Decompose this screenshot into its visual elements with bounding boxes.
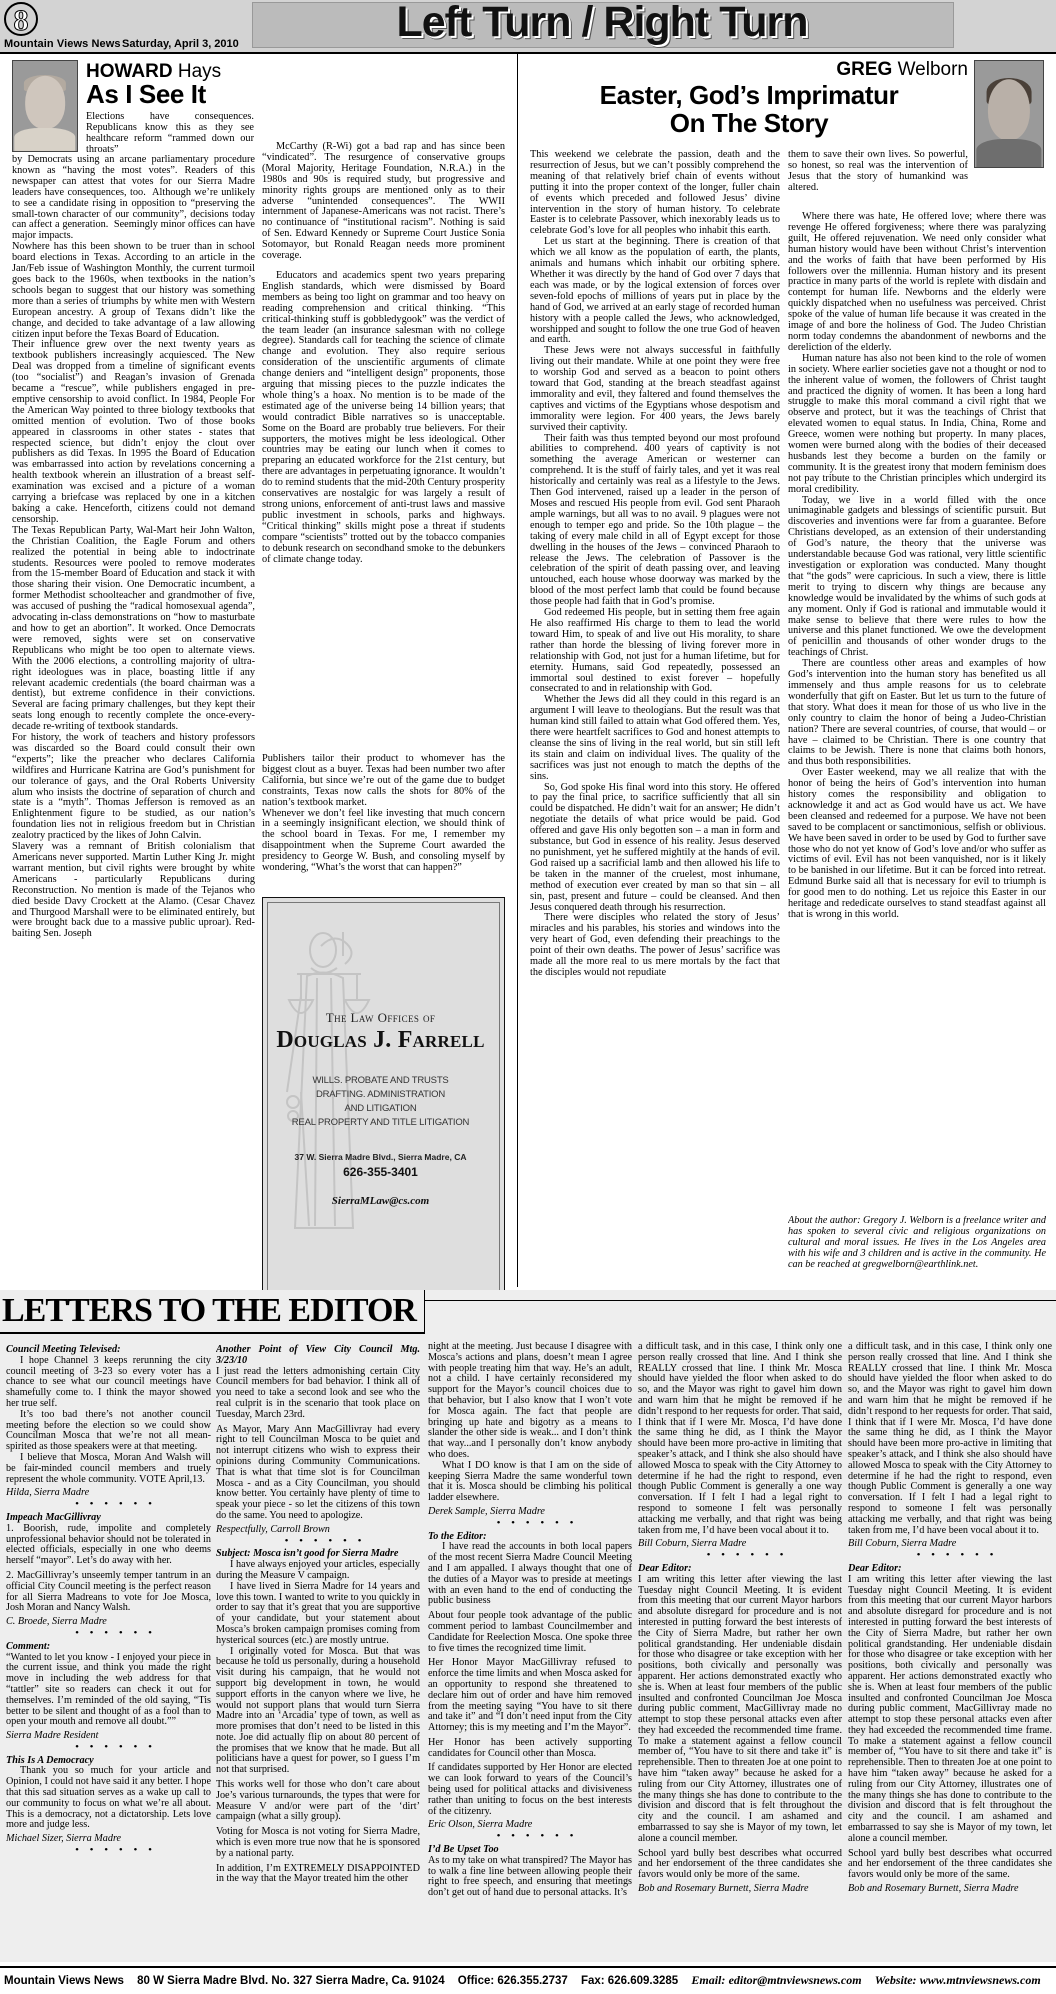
- letters-column-3: [428, 1342, 632, 1962]
- letter-paragraph: I hope Channel 3 keeps rerunning the city council meeting of 3-23 so every voter has a chance to see what our council meetings have shamefully come to. I think the mayor showed her true self.: [6, 1354, 211, 1409]
- letter-separator-dots: • • • • • •: [75, 1626, 156, 1639]
- letter-heading: This Is A Democracy: [6, 1754, 94, 1766]
- welborn-col2-body: [788, 212, 1046, 1202]
- paragraph: Publishers tailor their product to whomever has the biggest clout as a buyer. Texas had been number two after California, but since we’re out of the game due to budget constraints, Texas now calls the shots for 80% of the nation’s textbook market.: [262, 754, 505, 808]
- letter-paragraph: I have lived in Sierra Madre for 14 years and love this town. I wanted to write to you quickly in order to say that it’s great that you are supportive of your candidate, but your statement about Mosca’s broken campaign promises coming from hysterical sources (etc.) are mostly untrue.: [216, 1580, 420, 1646]
- advertisement-law-offices[interactable]: [262, 897, 505, 1297]
- letter-heading: Impeach MacGillivray: [6, 1511, 101, 1523]
- about-the-author: About the author: Gregory J. Welborn is a freelance writer and has spoken to several civic and religious organizations on cultural and moral issues. He lives in the Los Angeles area with his wife and 3 children and is active in the community. He can be reached at gregwelborn@earthlink.net.: [788, 1216, 1046, 1270]
- avatar-howard-hays: [12, 60, 78, 152]
- letter-heading: Dear Editor:: [848, 1562, 902, 1574]
- paragraph: Their faith was thus tempted beyond our most profound abilities to comprehend. 400 years of captivity is not something the average American or westerner can comprehend. It is the stuff of fairly tales, and yet it was real historically and certainly was real as a lifestyle to the Jews. Then God intervened, raised up a leader in the person of Moses and rescued His people from evil. God sent Pharaoh ample warnings, but all was to no avail. 9 plagues were not enough to temper ego and pride. So the 10th plague – the taking of every male child in all of Egypt except for those dwelling in the houses of the Jews – convinced Pharaoh to release the Jews. The celebration of Passover is the celebration of the spirit of death passing over, and leaving untouched, each house whose doorway was marked by the blood of the most perfect lamb that could be found because those people had faith that in God’s promise.: [530, 432, 780, 608]
- letter-separator-dots: • • • • • •: [75, 1740, 156, 1753]
- avatar-greg-welborn: [974, 60, 1044, 168]
- letter-signature: C. Broede, Sierra Madre: [6, 1616, 107, 1628]
- paragraph: them to save their own lives. So powerful, so honest, so real was the intervention of Jesus that the story of humankind was altered.: [788, 150, 968, 193]
- center-divider: [517, 54, 518, 1287]
- letter-signature: Derek Sample, Sierra Madre: [428, 1505, 545, 1517]
- letter-paragraph: School yard bully best describes what occurred and her endorsement of the three candidates she favors would only be more of the same.: [638, 1847, 842, 1881]
- ad-services: [263, 1074, 498, 1130]
- footer-paper-name: Mountain Views News: [4, 1975, 124, 1987]
- ad-service-item: WILLS. PROBATE AND TRUSTS: [312, 1075, 449, 1086]
- letter-paragraph: 1. Boorish, rude, impolite and completely unprofessional behavior should not be tolerated in elected officials, especially in one who deems herself “mayor”. Let’s do away with her.: [6, 1522, 211, 1567]
- letter-signature: Eric Olson, Sierra Madre: [428, 1819, 533, 1831]
- letters-column-2: [216, 1342, 420, 1962]
- letter-signature: Bob and Rosemary Burnett, Sierra Madre: [848, 1883, 1019, 1895]
- paragraph: Their influence grew over the next twenty years as textbook publishers increasingly acquiesced. The New Deal was dropped from a timeline of significant events (too “socialist”) and Reagan’s invasion of Grenada became a “rescue”, while publishers engaged in pre-emptive censorship to avoid conflict. In 1984, People For the American Way pointed to three biology textbooks that omitted mention of evolution. Two of those books appeared in classrooms in other states - states that respected science, but didn’t enjoy the clout over publishers as did Texas. In 1995 the Board of Education was embarrassed into action by revelations concerning a health textbook wherein an illustration of a breast self-examination was excised and a picture of a woman carrying a briefcase was replaced by one in a kitchen baking a cake. Henceforth, citizens could not demand censorship.: [12, 339, 255, 525]
- footer-website-label: Website:: [874, 1973, 917, 1987]
- letter-signature: Bob and Rosemary Burnett, Sierra Madre: [638, 1883, 809, 1895]
- paragraph: Slavery was a remnant of British colonialism that Americans never supported. Martin Luther King Jr. might warrant mention, but civil rights were brought by white Americans - particularly Republicans during Reconstruction. No mention is made of the Tejanos who died beside Davy Crockett at the Alamo. (Cesar Chavez and Thurgood Marshall were to be eliminated entirely, but were brought back due to a massive public uproar). Red-baiting Sen. Joseph: [12, 841, 255, 940]
- paragraph: This weekend we celebrate the passion, death and the resurrection of Jesus, but we can’t possibly comprehend the meaning of that relatively brief chain of events without putting it into the proper context of the longer, fuller chain of events which preceded and followed Jesus’ divine intervention in the story of human history. To celebrate Easter is to celebrate Passover, which inexorably leads us to celebrate God’s love for all peoples who inhabit this earth.: [530, 150, 780, 237]
- letter-paragraph: I just read the letters admonishing certain City Council members for bad behavior. I think all of you need to take a second look and see who the real culprit is in the scenario that took place on Tuesday, March 23rd.: [216, 1365, 420, 1420]
- letter-paragraph: a difficult task, and in this case, I think only one person really crossed that line. And I think she REALLY crossed that line. I think Mr. Mosca should have yielded the floor when asked to do so, and the Mayor was right to gavel him down and warn him that he might be removed if he didn’t respond to her requests for order. That said, I think that if I were Mr. Mosca, I’d have done the same thing he did, as I think the Mayor should have been more pro-active in limiting that speaker’s attack, and I think she also should have allowed Mosca to speak with the City Attorney to determine if he had the right to respond, even though Public Comment is generally a one way conversation. If I felt I had a legal right to respond to someone I felt was personally attacking me verbally, and that right was being taken from me, I’d have been vocal about it to.: [638, 1342, 842, 1536]
- byline-first-name: HOWARD: [86, 61, 173, 82]
- letter-signature: Michael Sizer, Sierra Madre: [6, 1833, 122, 1845]
- letter-paragraph: Voting for Mosca is not voting for Sierra Madre, which is even more true now that he is sponsored by a national party.: [216, 1826, 420, 1859]
- welborn-col2-intro: [788, 150, 968, 212]
- paragraph: For history, the work of teachers and history professors was discarded so the Board could consult their own “experts”; like the preacher who declares California wildfires and Hurricane Katrina are God’s punishment for our tolerance of gays, and the Oral Roberts University alum who insists the doctrine of separation of church and state is a “myth”. Thomas Jefferson is removed as an Enlightenment figure to be studied, as our nation’s foundation lies not in religious freedom but in Christian zealotry practiced by the likes of John Calvin.: [12, 732, 255, 842]
- letter-paragraph: “Wanted to let you know - I enjoyed your piece in the current issue, and think you made the right move in including the web address for that “tattler” site so readers can check it out for themselves. I’m reminded of the old saying, “Tis better to be silent and thought of as a fool than to open your mouth and remove all doubt.””: [6, 1651, 211, 1728]
- column-title-line1: Easter, God’s Imprimatur: [599, 80, 899, 110]
- paragraph: Let us start at the beginning. There is creation of that which we all know as the population of earth, the plants, animals and humans which inhabit our orbiting sphere. Whether it was directly by the hand of God over 7 days that each was made, or by the logical extension of forces over seven-fold epochs of millions of years put in place by the hand of God, we arrived at an early stage of recorded human history with a people called the Jews, who acknowledged, worshipped and sought to follow the one true God of heaven and earth.: [530, 236, 780, 346]
- letter-separator-dots: • • • • • •: [496, 1516, 578, 1529]
- letter-paragraph: As to my take on what transpired? The Mayor has to walk a fine line between allowing people their right to free speech, and ensuring that meetings don’t get out of hand due to personal attacks. It’s: [428, 1854, 632, 1899]
- letter-paragraph: night at the meeting. Just because I disagree with Mosca’s actions and plans, doesn’t mean I agree with people treating him that way. He’s an adult, not a child. I have certainly reconsidered my support for the Mayor’s council choices due to that behavior, but I also know that I won’t vote for Mosca again. The fact that people are bringing up hate and bigotry as a means to slander the other side is weak... and I don’t think that way...and I personally don’t know anybody who does.: [428, 1342, 632, 1460]
- byline-greg-welborn: [530, 60, 968, 79]
- footer-office-phone: Office: 626.355.2737: [457, 1975, 568, 1987]
- letter-paragraph: Thank you so much for your article and Opinion, I could not have said it any better. I hope that this sad situation serves as a wake up call to our community to focus on what we’re all about. This is a democracy, not a dictatorship. Lets love more and judge less.: [6, 1765, 211, 1831]
- paragraph: Today, we live in a world filled with the once unimaginable gadgets and blessings of scientific pursuit. But discoveries and inventions were far from a guarantee. Before Christians developed, as an extension of their understanding of God’s nature, the theory that the universe was understandable because God was rational, very little scientific investigation or exploration was conducted. Many thought that “the gods” were capricious. In such a view, there is little merit to trying to discern why things are because any knowledge would be invalidated by the whims of such gods at any moment. Only if God is rational and immutable would it make sense to believe that there were rules to how the universe and this planet functioned. We owe the development of penicillin and thousands of other wonder drugs to the teachings of Christ.: [788, 494, 1046, 659]
- byline-last-name: Hays: [177, 61, 222, 82]
- masthead-date: Saturday, April 3, 2010: [122, 38, 239, 50]
- column-title-as-i-see-it: As I See It: [86, 79, 206, 109]
- ad-line1: The Law Offices of: [325, 1010, 436, 1025]
- paragraph: Whenever we don’t feel like investing that much concern in a seemingly insignificant election, we should think of the school board in Texas. For me, I remember my disappointment when the Supreme Court awarded the presidency to George W. Bush, and consoling myself by wondering, “What’s the worst that can happen?”: [262, 807, 505, 874]
- ad-address: 37 W. Sierra Madre Blvd., Sierra Madre, CA: [294, 1152, 467, 1162]
- letter-paragraph: About four people took advantage of the public comment period to lambast Councilmember and Candidate for Reelection Mosca. One spoke three to five times the recognized time limit.: [428, 1610, 632, 1654]
- letter-heading: To the Editor:: [428, 1530, 487, 1542]
- letter-signature: Bill Coburn, Sierra Madre: [848, 1538, 957, 1550]
- letters-rule-upper: [424, 1300, 1056, 1301]
- letter-paragraph: Her Honor has been actively supporting candidates for Council other than Mosca.: [428, 1736, 632, 1759]
- letter-paragraph: If candidates supported by Her Honor are elected we can look forward to years of the Council’s being used for political attacks and divisiveness rather than uniting to focus on the best interests of the citizenry.: [428, 1762, 632, 1817]
- letters-column-4-overflow: [638, 1342, 842, 1962]
- paragraph: Educators and academics spent two years preparing English standards, which were dismissed by Board members as being too light on grammar and too heavy on reading comprehension and critical thinking. “This critical-thinking stuff is gobbledygook” was the verdict of the team leader (an insurance salesman with no college degree). Standards call for teaching the science of climate change and evolution. They also require serious consideration of the unscientific arguments of climate change deniers and “intelligent design” proponents, those arguing that missing pieces to the puzzle indicates the whole thing’s a hoax. No mention is to be made of the estimated age of the universe being 14 billion years; that would contradict Bible narratives so is unacceptable. Some on the Board are probably true believers. For their supporters, the motives might be less ideological. Other countries may be eating our lunch when it comes to preparing an educated workforce for the 21st century, but there are advantages in perpetuating ignorance. It wouldn’t do to remind students that the mid-20th Century prosperity conservatives are nostalgic for was largely a result of strong unions, enforcement of anti-trust laws and massive public investment in schools, parks and highways. “Critical thinking” skills might pose a threat if students compare “scientists” trotted out by the tobacco companies to debunk research on secondhand smoke to the debunkers of climate change today.: [262, 269, 505, 565]
- letter-signature: Respectfully, Carroll Brown: [216, 1523, 330, 1535]
- hays-col1-body: by Democrats using an arcane parliamentary procedure known as “having the most votes”. Readers of this newspaper can attest that votes for our Sierra Madre leaders have consequences, too. Although we’re unlikely to see a candidate rising in opposition to “preserving the small-town character of our community”, decisions today can affect a generation. Seemingly minor offices can have major impacts. Nowhere has this been shown to be truer than in school board elections in Texas. According to an article in the Jan/Feb issue of Washington Monthly, the current turmoil goes back to the 1960s, when textbooks in the nation’s schools began to suggest that our history was something more than a series of triumphs by white men with Western European ancestry. A group of Texans didn’t like the change, and decided to take advantage of a law allowing citizen input before the Texas Board of Education. Their influence grew over the next twenty years as textbook publishers increasingly acquiesced. The New Deal was dropped from a timeline of significant events (too “socialist”) and Reagan’s invasion of Grenada became a “rescue”, while publishers engaged in pre-emptive censorship to avoid conflict. In 1984, People For the American Way pointed to three biology textbooks that omitted mention of evolution. Two of those books appeared in classrooms in other states - states that respected science, but didn’t enjoy the clout over publishers as did Texas. In 1995 the Board of Education was embarrassed into action by revelations concerning a health textbook wherein an illustration of a breast self-examination was excised and a picture of a woman carrying a briefcase was replaced by one in a kitchen baking a cake. Henceforth, citizens could not demand censorship. The Texas Republican Party, Wal-Mart heir John Walton, the Christian Coalition, the Eagle Forum and others realized the potential in being able to indoctrinate students. Resources were pooled to remove moderates from the 15-member Board of Education and stack it with those sharing their vision. One Democratic incumbent, a former Methodist schoolteacher and grandmother of five, was accused of pushing the “radical homosexual agenda”, advocating in-class demonstrations on “how to masturbate and how to get an abortion”. It worked. Once Democrats were removed, sights were set on conservative Republicans who might be too open to alternate views. With the 2006 elections, a controlling majority of ultra-right ideologues was in place, boasting little if any relevant academic credentials (the board chairman was a dentist), but extreme confidence in their convictions. Several are facing primary challenges, but they kept their seats long enough to recently complete the once-every-decade re-writing of textbook standards. For history, the work of teachers and history professors was discarded so the Board could consult their own “experts”; like the preacher who declares California wildfires and Hurricane Katrina are God’s punishment for our tolerance of gays, and the Oral Roberts University alum who insists the doctrine of separation of church and state is a “myth”. Thomas Jefferson is removed as an Enlightenment figure to be studied, as our nation’s foundation lies not in religious freedom but in Christian zealotry practiced by the likes of John Calvin. Slavery was a remnant of British colonialism that Americans never supported. Martin Luther King Jr. might warrant mention, but civil rights were brought by white Americans - particularly Republicans during Reconstruction. No mention is made of the Tejanos who died beside Davy Crockett at the Alamo. (Cesar Chavez and Thurgood Marshall were to be eliminated entirely, but were brought back due to a massive public uproar). Red-baiting Sen. Joseph: [12, 155, 255, 940]
- opinion-section: [0, 54, 1056, 1287]
- letter-paragraph: I have read the accounts in both local papers of the most recent Sierra Madre Council Meeting and I am appalled. I always thought that one of the duties of a Mayor was to preside at meetings with an even hand to the end of conducting the public business: [428, 1541, 632, 1607]
- letter-paragraph: It’s too bad there’s not another council meeting before the election so we could show Councilman Mosca that we’re not all mean-spirited as those speakers were at that meeting.: [6, 1408, 211, 1453]
- letter-separator-dots: • • • • • •: [75, 1498, 156, 1511]
- paragraph: Where there was hate, He offered love; where there was revenge He offered forgiveness; where there was paralyzing guilt, He offered rejuvenation. We need only consider what human history would have been without Christ’s intervention and the works of faith that have been performed by His followers over the millennia. Human history and its present practice in many parts of the world is replete with disdain and contempt for human life. Newborns and the elderly were quickly dispatched when no usefulness was perceived. Christ spoke of the value of human life because it was created in the image of and bore the holiness of God. The Judeo Christian norm today condemns the abandonment of newborns and the dereliction of the elderly.: [788, 212, 1046, 353]
- letters-to-the-editor-section: [0, 1290, 1056, 1962]
- footer-website[interactable]: www.mtnviewsnews.com: [919, 1973, 1041, 1987]
- paragraph: Human nature has also not been kind to the role of women in society. Where earlier societies gave not a thought or nod to the inherent value of women, the followers of Christ taught and practiced the dignity of women. It has been a long hard struggle to make this moral command a civil right that we observe and protect, but it was the teachings of Christ that elevated women to equal status. In India, China, Rome and Greece, women were nothing but property. In many places, women were burned along with the bodies of their deceased husbands lest they become a burden on the family or community. It is the greatest irony that modern feminism does not pay tribute to the Christian principles which undergird its moral credibility.: [788, 352, 1046, 495]
- ad-firm-name: Douglas J. Farrell: [276, 1027, 485, 1053]
- masthead-paper-name: Mountain Views News: [4, 38, 121, 50]
- paragraph: So, God spoke His final word into this story. He offered to pay the final price, to sacrifice sufficiently that all sin could be dispatched. He didn’t wait for an answer; He didn’t negotiate the details of what price would be paid. God offered and gave His only begotten son – a man in form and substance, but God in essence of his reality. Jesus deserved no punishment, yet he suffered mightily at the hands of evil. God raised up a sacrificial lamb and then allowed his life to be taken in the manner of the cruelest, most inhumane, method of execution ever created by man so that sin – all sin, past, present and future – could be cleansed. And then Jesus conquered death through his resurrection.: [530, 781, 780, 913]
- paragraph: There are countless other areas and examples of how God’s intervention into the human story has benefited us all immensely and thus ample reasons for us to celebrate wonderfully that gift on Easter. But let us turn to the future of that story. What does it mean for those of us who live in the only country to claim the honor of being a Judeo-Christian nation? There are several countries, of course, that would – or have – claimed to be Christian. There is one country that claims to be Jewish. There is none that claims both honors, and thus both responsibilities.: [788, 658, 1046, 768]
- letter-paragraph: I am writing this letter after viewing the last Tuesday night Council Meeting. It is evident from this meeting that our current Mayor harbors and absolute disregard for procedure and is not interested in putting forward the best interests of the City of Sierra Madre, but rather her own political grandstanding. Her undeniable disdain for those who disagree or take exception with her positions, both civically and personally was apparent. Her actions demonstrated exactly who she is. When at least four members of the public insulted and confronted Councilman Joe Mosca during public comment, MacGillivray made no attempt to stop these personal attacks even after they had exceeded the recommended time frame. To make a statement against a fellow council member of, “You have to sit there and take it” is reprehensible. Then to threaten Joe at one point to have him “taken away” because he asked for a ruling from our City Attorney, illustrates one of the many things she has done to contribute to the division and discord that is felt throughout the city and the council. I am ashamed and embarrassed to say she is Mayor of my town, let alone a council member.: [848, 1573, 1052, 1844]
- letter-paragraph: In addition, I’m EXTREMELY DISAPPOINTED in the way that the Mayor treated him the other: [216, 1862, 420, 1885]
- ad-text-block: [263, 1010, 498, 1207]
- letter-heading: Dear Editor:: [638, 1562, 692, 1574]
- ad-email[interactable]: SierraMLaw@cs.com: [331, 1195, 430, 1207]
- letter-paragraph: What I DO know is that I am on the side of keeping Sierra Madre the same wonderful town that it is. Mosca should be climbing his political ladder elsewhere.: [428, 1459, 632, 1504]
- ad-service-item: AND LITIGATION: [344, 1103, 417, 1114]
- page-footer: [0, 1966, 1056, 1994]
- letter-separator-dots: • • • • • •: [75, 1844, 156, 1857]
- paragraph: God redeemed His people, but in setting them free again He also reaffirmed His charge to them to lead the world toward Him, to speak of and live out His morality, to share rather than horde the blessing of living forever more in relationship with God, not just for a human lifetime, but for eternity. Humans, said God repeatedly, possessed an immortal soul destined to exist forever – hopefully consecrated to and in relationship with God.: [530, 607, 780, 695]
- letter-signature: Sierra Madre Resident: [6, 1730, 99, 1742]
- paragraph: McCarthy (R-Wi) got a bad rap and has since been “vindicated”. The resurgence of conservative groups (Moral Majority, Heritage Foundation, N.R.A.) in the 1980s and 90s is required study, but progressive and minority rights groups are mentioned only as to their adverse “unintended consequences”. The WWII internment of Japanese-Americans was not racist. There’s no continuance of “institutional racism”. Nothing is said of Sen. Edward Kennedy or Supreme Court Justice Sonia Sotomayor, but Ronald Reagan needs more prominent coverage.: [262, 142, 505, 262]
- hays-col2-body: [262, 142, 505, 752]
- ad-service-item: REAL PROPERTY AND TITLE LITIGATION: [291, 1117, 470, 1128]
- paragraph: There were disciples who related the story of Jesus’ miracles and his parables, his stories and windows into the very heart of God, even defending their preachings to the point of their own deaths. The power of Jesus’ sacrifice was made all the more real to us mere mortals by the fact that the disciples would not repudiate: [530, 912, 780, 978]
- welborn-col1-body: [530, 150, 780, 1340]
- letter-heading: I’d Be Upset Too: [428, 1844, 499, 1856]
- letters-column-5: [848, 1342, 1052, 1962]
- letter-heading: Council Meeting Televised:: [6, 1344, 121, 1355]
- letter-paragraph: As Mayor, Mary Ann MacGillivray had every right to tell Councilman Mosca to be quiet and not interrupt citizens who wish to express their opinions during Community Communications. That is what that time slot is for Councilman Mosca - and as a City Councilman, you should know better. You certainly have plenty of time to speak your piece - so let the citizens of this town do the same. You need to apologize.: [216, 1423, 420, 1521]
- ad-service-item: DRAFTING. ADMINISTRATION: [315, 1089, 446, 1100]
- letter-paragraph: I am writing this letter after viewing the last Tuesday night Council Meeting. It is evident from this meeting that our current Mayor harbors and absolute disregard for procedure and is not interested in putting forward the best interests of the City of Sierra Madre, but rather her own political grandstanding. Her undeniable disdain for those who disagree or take exception with her positions, both civically and personally was apparent. Her actions demonstrated exactly who she is. When at least four members of the public insulted and confronted Councilman Joe Mosca during public comment, MacGillivray made no attempt to stop these personal attacks even after they had exceeded the recommended time frame. To make a statement against a fellow council member of, “You have to sit there and take it” is reprehensible. Then to threaten Joe at one point to have him “taken away” because he asked for a ruling from our City Attorney, illustrates one of the many things she has done to contribute to the division and discord that is felt throughout the city and the council. I am ashamed and embarrassed to say she is Mayor of my town, let alone a council member.: [638, 1573, 842, 1844]
- letter-paragraph: a difficult task, and in this case, I think only one person really crossed that line. And I think she REALLY crossed that line. I think Mr. Mosca should have yielded the floor when asked to do so, and the Mayor was right to gavel him down and warn him that he might be removed if he didn’t respond to her requests for order. That said, I think that if I were Mr. Mosca, I’d have done the same thing he did, as I think the Mayor should have been more pro-active in limiting that speaker’s attack, and I think she also should have allowed Mosca to speak with the City Attorney to determine if he had the right to respond, even though Public Comment is generally a one way conversation. If I felt I had a legal right to respond to someone I felt was personally attacking me verbally, and that right was being taken from me, I’d have been vocal about it to.: [848, 1342, 1052, 1536]
- byline-last-name: Welborn: [897, 59, 968, 80]
- letter-separator-dots: • • • • • •: [496, 1830, 578, 1843]
- footer-email[interactable]: editor@mtnviewsnews.com: [728, 1973, 862, 1987]
- paragraph: Over Easter weekend, may we all realize that with the honor of being the heirs of God’s intervention into human history comes the responsibility and obligation to acknowledge it and act as God would have us act. We have been cleansed and redeemed for a purpose. We have not been saved to be complacent or sanctimonious, selfish or oblivious. We have been saved in order to be used by God to further save those who do not yet know of God’s love and/or who suffer as victims of evil. Evil has not been vanquished, nor is it likely to be banished in our lifetime. But it can be forced into retreat. Edmund Burke said all that is necessary for evil to triumph is for good men to do nothing. Let us rejoice this Easter in our heritage and rededicate ourselves to stand steadfast against all that is wrong in this world.: [788, 767, 1046, 920]
- letter-paragraph: I originally voted for Mosca. But that was because he told us personally, during a household visit during his campaign, that he would not support big development in town, he would support efforts in the canyon where we live, he would not support plans that would turn Sierra Madre into an ‘Arcadia’ type of town, as well as more promises that don’t need to be listed in this note. Joe did actually flip on about 80 percent of the promises that we know that he made. But all politicians have a quest for power, so I guess I’m not that surprised.: [216, 1645, 420, 1776]
- ad-phone[interactable]: 626-355-3401: [343, 1165, 418, 1179]
- letter-separator-dots: • • • • • •: [916, 1549, 998, 1562]
- byline-first-name: GREG: [836, 59, 893, 80]
- page-number: 8: [4, 2, 38, 36]
- footer-fax: Fax: 626.609.3285: [580, 1975, 679, 1987]
- letter-paragraph: I have always enjoyed your articles, especially during the Measure V campaign.: [216, 1559, 420, 1581]
- paragraph: These Jews were not always successful in faithfully living out their mandate. While at one point they were free to worship God and served as a beacon to point others toward that God, standing at the breach steadfast against immorality and evil, they faltered and found themselves the captives and victims of the Egyptians whose despotism and immorality were legion. For 400 years, the Jews barely survived their captivity.: [530, 345, 780, 433]
- letter-signature: Bill Coburn, Sierra Madre: [638, 1538, 747, 1550]
- letter-paragraph: This works well for those who don’t care about Joe’s various turnarounds, the types that were for Measure V and/or were part of the ‘dirt’ campaign (what a silly group).: [216, 1779, 420, 1823]
- letter-paragraph: I believe that Mosca, Moran And Walsh will be fair-minded council members and truely represent the whole community. VOTE April,13.: [6, 1451, 211, 1485]
- footer-text: [4, 1973, 1041, 1988]
- letters-column-1: [6, 1342, 211, 1962]
- hays-col2-body-cont: [262, 754, 505, 874]
- footer-address: 80 W Sierra Madre Blvd. No. 327 Sierra Madre, Ca. 91024: [137, 1975, 445, 1987]
- hays-col1-intro: Elections have consequences. Republicans know this as they see healthcare reform “rammed down our throats”: [86, 112, 254, 154]
- masthead: [0, 0, 1056, 54]
- letter-separator-dots: • • • • • •: [706, 1549, 788, 1562]
- letter-separator-dots: • • • • • •: [284, 1534, 366, 1547]
- letter-paragraph: School yard bully best describes what occurred and her endorsement of the three candidates she favors would only be more of the same.: [848, 1847, 1052, 1881]
- column-title-line2: On The Story: [669, 108, 829, 138]
- paragraph: Whether the Jews did all they could in this regard is an argument I will leave to theologians. But the result was that human kind still failed to attain what God offered them. Yes, there were heartfelt sacrifices to God and honest attempts to cleanse the sins of living in the real world, but sin still left its stain and claim on individual lives. The quality of the sacrifices was just not enough to match the depths of the sins.: [530, 694, 780, 782]
- letter-heading: Comment:: [6, 1640, 51, 1652]
- footer-email-label: Email:: [691, 1973, 726, 1987]
- page-banner-title: Left Turn / Right Turn: [396, 0, 808, 46]
- letter-paragraph: Her Honor Mayor MacGillivray refused to enforce the time limits and when Mosca asked for an opportunity to respond she threatened to declare him out of order and have him removed from the meeting saying “You have to sit there and take it” and “I don’t need input from the City Attorney; this is my meeting and I’m the Mayor”.: [428, 1657, 632, 1734]
- letter-paragraph: 2. MacGillivray’s unseemly temper tantrum in an official City Council meeting is the perfect reason for all Sierra Madreans to vote for Joe Mosca, Josh Moran and Nancy Walsh.: [6, 1569, 211, 1614]
- letter-heading: Subject: Mosca isn’t good for Sierra Madre: [216, 1548, 399, 1560]
- letters-heading: LETTERS TO THE EDITOR: [2, 1292, 416, 1329]
- letters-heading-rule: [0, 1332, 424, 1334]
- paragraph: Nowhere has this been shown to be truer than in school board elections in Texas. According to an article in the Jan/Feb issue of Washington Monthly, the current turmoil goes back to the 1960s, when textbooks in the nation’s schools began to suggest that our history was something more than a series of triumphs by white men with Western European ancestry. A group of Texans didn’t like the change, and decided to take advantage of a law allowing citizen input before the Texas Board of Education.: [12, 241, 255, 340]
- paragraph: The Texas Republican Party, Wal-Mart heir John Walton, the Christian Coalition, the Eagle Forum and others realized the potential in being able to indoctrinate students. Resources were pooled to remove moderates from the 15-member Board of Education and stack it with those sharing their vision. One Democratic incumbent, a former Methodist schoolteacher and grandmother of five, was accused of pushing the “radical homosexual agenda”, advocating in-class demonstrations on “how to masturbate and how to get an abortion”. It worked. Once Democrats were removed, sights were set on conservative Republicans who might be too open to alternate views. With the 2006 elections, a controlling majority of ultra-right ideologues was in place, boasting little if any relevant academic credentials (the board chairman was a dentist), but extreme confidence in their convictions. Several are facing primary challenges, but they kept their seats long enough to recently complete the once-every-decade re-writing of textbook standards.: [12, 524, 255, 733]
- letters-divider-top: [424, 1290, 425, 1334]
- letter-signature: Hilda, Sierra Madre: [6, 1487, 90, 1499]
- letter-heading: Another Point of View City Council Mtg. 3/23/10: [216, 1344, 420, 1366]
